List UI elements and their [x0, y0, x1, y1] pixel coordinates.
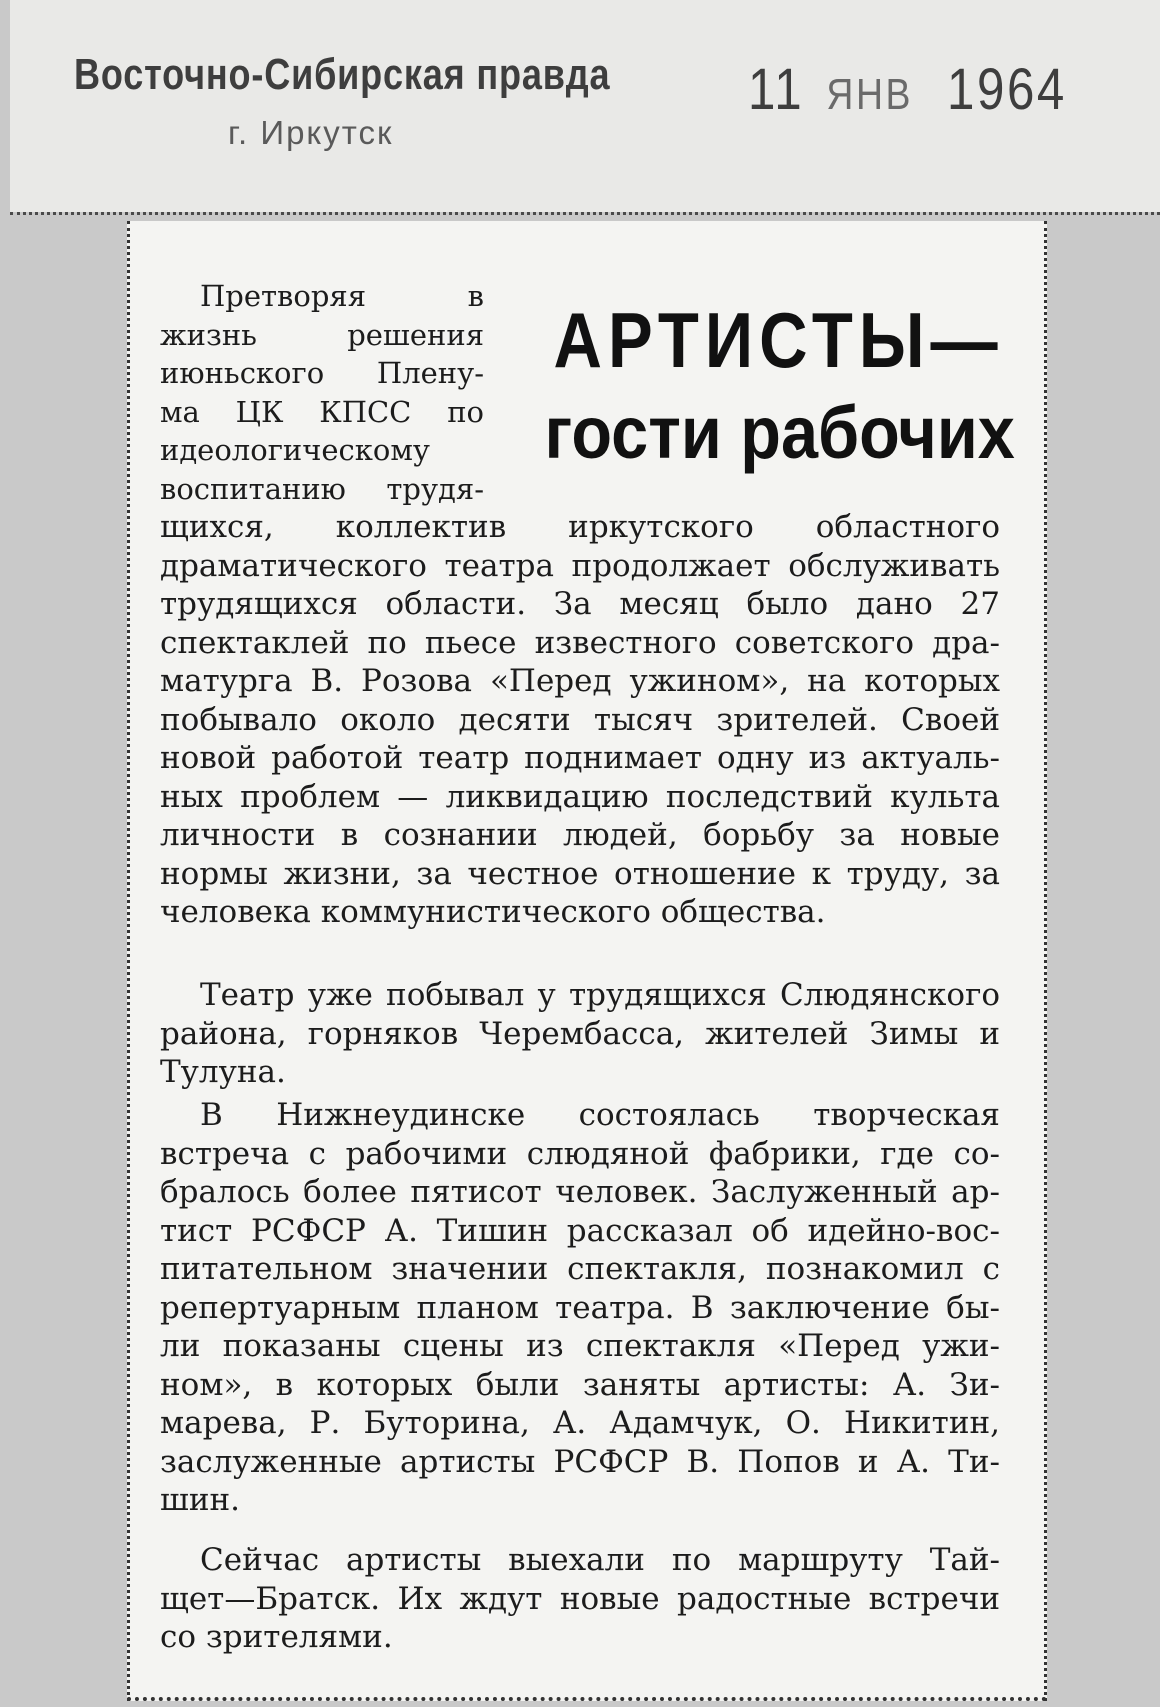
- text-line: новой работой театр поднимает одну из актуаль-: [160, 740, 1000, 776]
- text-line: побывало около десяти тысяч зрителей. Своей: [160, 701, 1000, 738]
- text-line: бралось более пятисот человек. Заслуженный ар-: [160, 1174, 1000, 1210]
- text-line: Тулуна.: [160, 1054, 286, 1090]
- stamp-date: [748, 56, 1089, 123]
- text-line: спектаклей по пьесе известного советского дра-: [160, 624, 1000, 661]
- text-line: щихся, коллектив иркутского областного: [160, 509, 1000, 545]
- date-year: 1964: [947, 57, 1067, 122]
- text-line: ма ЦК КПСС по: [160, 394, 484, 429]
- newspaper-city: г. Иркутск: [228, 114, 394, 151]
- text-line: репертуарным планом театра. В заключение бы-: [160, 1289, 1000, 1326]
- paragraph-3: [160, 1096, 1000, 1520]
- text-line: человека коммунистического общества.: [160, 894, 826, 930]
- article-headline: [522, 293, 1015, 479]
- text-line: встреча с рабочими слюдяной фабрики, где со-: [160, 1135, 1000, 1172]
- masthead-stamp: [10, 0, 1160, 212]
- text-line: Сейчас артисты выехали по маршруту Тай-: [200, 1542, 1000, 1578]
- text-line: марева, Р. Буторина, А. Адамчук, О. Никитин,: [160, 1405, 1000, 1441]
- text-line: района, горняков Черембасса, жителей Зимы и: [160, 1015, 1000, 1052]
- text-line: В Нижнеудинске состоялась творческая: [200, 1097, 1000, 1133]
- paragraph-1: [160, 508, 1000, 932]
- text-line: драматического театра продолжает обслуживать: [160, 547, 1000, 584]
- paragraph-4: [160, 1541, 1000, 1657]
- text-line: идеологическому: [160, 433, 430, 467]
- perforation-line: [10, 212, 1160, 215]
- article-lead: [160, 277, 484, 508]
- text-line: июньского Плену-: [160, 356, 484, 390]
- text-line: заслуженные артисты РСФСР В. Попов и А. Ти-: [160, 1443, 1000, 1480]
- text-line: личности в сознании людей, борьбу за новые: [160, 817, 1000, 853]
- text-line: матурга В. Розова «Перед ужином», на которых: [160, 663, 1000, 699]
- text-line: нормы жизни, за честное отношение к труду, за: [160, 855, 1000, 892]
- paragraph-2: [160, 976, 1000, 1092]
- text-line: трудящихся области. За месяц было дано 27: [160, 586, 1000, 622]
- text-line: жизнь решения: [160, 317, 484, 352]
- text-line: Претворяя в: [200, 279, 484, 313]
- text-line: ных проблем — ликвидацию последствий культа: [160, 778, 1000, 815]
- text-line: воспитанию трудя-: [160, 471, 484, 506]
- date-day: 11: [748, 57, 805, 122]
- newspaper-name: Восточно-Сибирская правда: [74, 50, 611, 99]
- headline-line-1: АРТИСТЫ—: [553, 296, 1004, 384]
- date-month: ЯНВ: [826, 70, 914, 119]
- text-line: тист РСФСР А. Тишин рассказал об идейно-вос-: [160, 1212, 1000, 1249]
- text-line: питательном значении спектакля, познакомил с: [160, 1251, 1000, 1287]
- text-line: ном», в которых были заняты артисты: А. Зи-: [160, 1366, 1000, 1403]
- text-line: ли показаны сцены из спектакля «Перед ужи-: [160, 1328, 1000, 1364]
- text-line: щет—Братск. Их ждут новые радостные встречи: [160, 1580, 1000, 1617]
- text-line: Театр уже побывал у трудящихся Слюдянского: [200, 977, 1000, 1013]
- text-line: шин.: [160, 1482, 240, 1518]
- headline-line-2: гости рабочих: [544, 391, 1015, 474]
- text-line: со зрителями.: [160, 1619, 393, 1655]
